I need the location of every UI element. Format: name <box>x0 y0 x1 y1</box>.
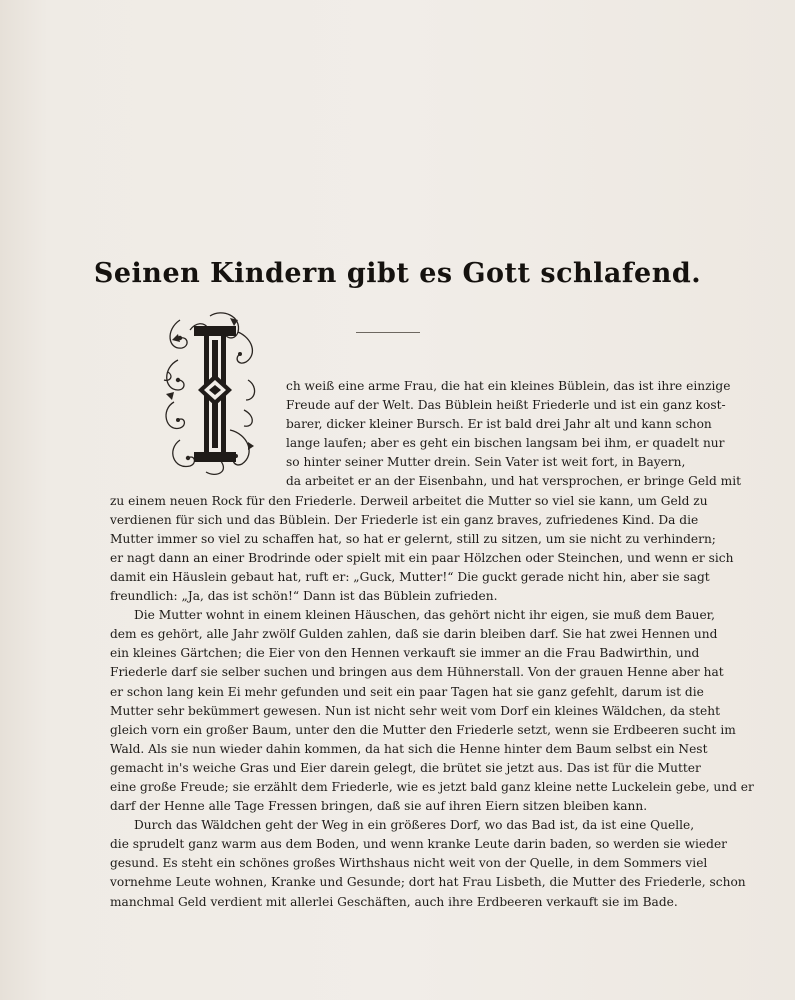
title-divider <box>356 332 420 334</box>
text-line: so hinter seiner Mutter drein. Sein Vater ist weit fort, in Bayern, <box>286 455 686 470</box>
text-line: gesund. Es steht ein schönes großes Wirthshaus nicht weit von der Quelle, in dem Sommers viel <box>110 856 708 871</box>
text-line: ch weiß eine arme Frau, die hat ein kleines Büblein, das ist ihre einzige <box>286 379 731 393</box>
text-line: Die Mutter wohnt in einem kleinen Häuschen, das gehört nicht ihr eigen, sie muß dem Bauer, <box>134 608 716 623</box>
text-line: vornehme Leute wohnen, Kranke und Gesunde; dort hat Frau Lisbeth, die Mutter des Friederle, schon <box>110 875 746 890</box>
text-line: damit ein Häuslein gebaut hat, ruft er: „Guck, Mutter!“ Die guckt gerade nicht hin, aber sie sagt <box>110 569 710 584</box>
text-line: Durch das Wäldchen geht der Weg in ein größeres Dorf, wo das Bad ist, da ist eine Quelle, <box>134 818 695 833</box>
text-line: freundlich: „Ja, das ist schön!“ Dann ist das Büblein zufrieden. <box>110 589 498 604</box>
page-title: Seinen Kindern gibt es Gott schlafend. <box>93 258 702 289</box>
text-line: er nagt dann an einer Brodrinde oder spielt mit ein paar Hölzchen oder Steinchen, und wenn er sich <box>110 550 734 565</box>
text-line: verdienen für sich und das Büblein. Der Friederle ist ein ganz braves, zufriedenes Kind. Da die <box>110 512 699 527</box>
text-line: die sprudelt ganz warm aus dem Boden, und wenn kranke Leute darin baden, so werden sie wieder <box>110 837 727 852</box>
text-line: er schon lang kein Ei mehr gefunden und seit ein paar Tagen hat sie ganz gefehlt, darum ist die <box>110 684 704 699</box>
text-line: darf der Henne alle Tage Fressen bringen, daß sie auf ihren Eiern sitzen bleiben kann. <box>110 799 648 814</box>
text-line: zu einem neuen Rock für den Friederle. Derweil arbeitet die Mutter so viel sie kann, um Geld zu <box>110 493 708 508</box>
text-line: Friederle darf sie selber suchen und bringen aus dem Hühnerstall. Von der grauen Henne aber hat <box>110 665 724 680</box>
text-line: eine große Freude; sie erzählt dem Friederle, wie es jetzt bald ganz kleine nette Luckelein gebe, und er <box>110 779 754 794</box>
text-line: barer, dicker kleiner Bursch. Er ist bald drei Jahr alt und kann schon <box>286 417 712 432</box>
text-line: ein kleines Gärtchen; die Eier von den Hennen verkauft sie immer an die Frau Badwirthin, und <box>110 646 700 661</box>
text-line: da arbeitet er an der Eisenbahn, und hat versprochen, er bringe Geld mit <box>286 474 742 489</box>
text-line: gemacht in's weiche Gras und Eier darein gelegt, die brütet sie jetzt aus. Das ist für die Mutter <box>110 760 701 775</box>
text-line: Freude auf der Welt. Das Büblein heißt Friederle und ist ein ganz kost- <box>286 398 726 413</box>
text-line: Mutter immer so viel zu schaffen hat, so hat er gelernt, still zu sitzen, um sie nicht zu verhindern; <box>110 531 716 546</box>
text-line: gleich vorn ein großer Baum, unter den die Mutter den Friederle setzt, wenn sie Erdbeeren sucht im <box>110 722 736 737</box>
body-text <box>110 377 754 912</box>
text-line: lange laufen; aber es geht ein bischen langsam bei ihm, er quadelt nur <box>286 436 725 451</box>
text-line: dem es gehört, alle Jahr zwölf Gulden zahlen, daß sie darin bleiben darf. Sie hat zwei Hennen und <box>110 627 718 642</box>
text-line: manchmal Geld verdient mit allerlei Geschäften, auch ihre Erdbeeren verkauft sie im Bade. <box>110 894 678 909</box>
text-line: Mutter sehr bekümmert gewesen. Nun ist nicht sehr weit vom Dorf ein kleines Wäldchen, da steht <box>110 703 720 718</box>
text-line: Wald. Als sie nun wieder dahin kommen, da hat sich die Henne hinter dem Baum selbst ein Nest <box>110 741 708 756</box>
